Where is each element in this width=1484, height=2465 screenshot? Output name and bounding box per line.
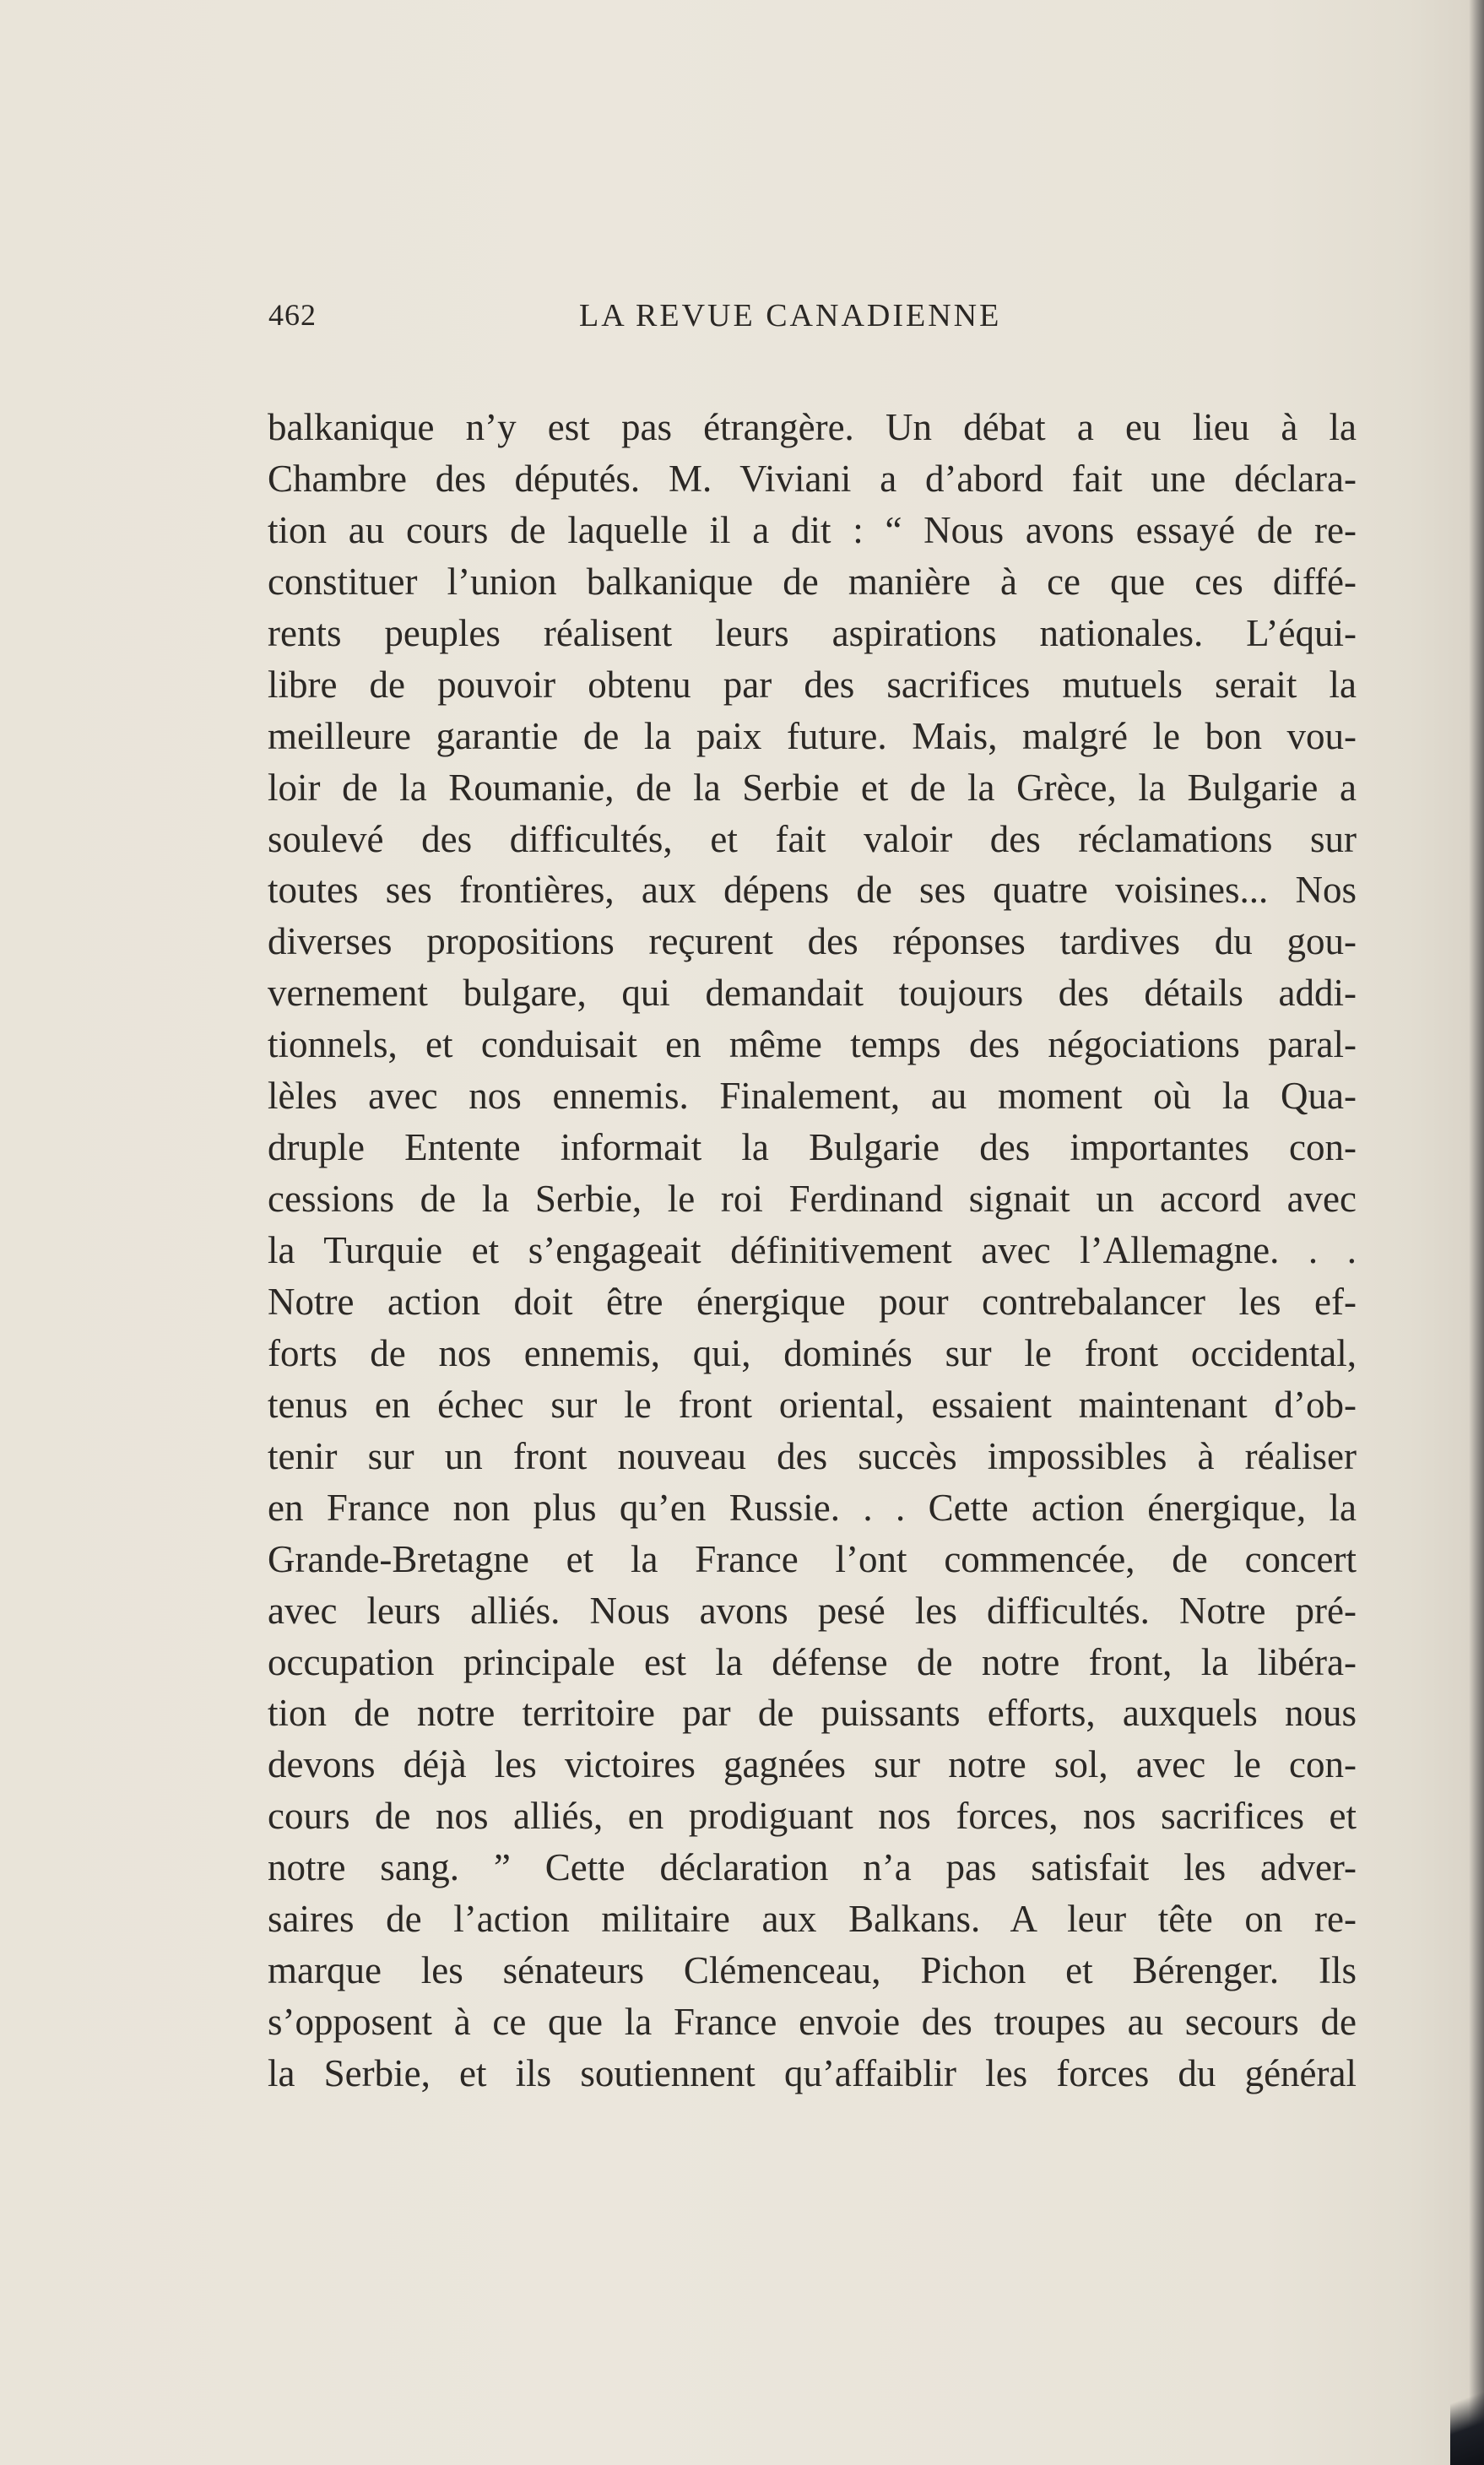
text-line: soulevé des difficultés, et fait valoir des réclamations sur (268, 817, 1357, 860)
text-line: Notre action doit être énergique pour contrebalancer les ef- (268, 1280, 1357, 1323)
page-header (268, 297, 1353, 339)
text-line: vernement bulgare, qui demandait toujours des détails addi- (268, 972, 1357, 1015)
text-line: occupation principale est la défense de notre front, la libéra- (268, 1640, 1357, 1683)
text-line: constituer l’union balkanique de manière à ce que ces diffé- (268, 560, 1357, 603)
text-line: devons déjà les victoires gagnées sur notre sol, avec le con- (268, 1743, 1357, 1786)
text-line: tenir sur un front nouveau des succès impossibles à réaliser (268, 1434, 1357, 1477)
text-line: cessions de la Serbie, le roi Ferdinand signait un accord avec (268, 1178, 1357, 1221)
body-paragraph (268, 402, 1357, 2099)
text-line: diverses propositions reçurent des réponses tardives du gou- (268, 920, 1357, 963)
text-line: tion au cours de laquelle il a dit : “ Nous avons essayé de re- (268, 508, 1357, 551)
text-line: tion de notre territoire par de puissants efforts, auxquels nous (268, 1692, 1357, 1735)
text-line: la Turquie et s’engageait définitivement avec l’Allemagne. . . (268, 1229, 1357, 1271)
text-line: en France non plus qu’en Russie. . . Cette action énergique, la (268, 1486, 1357, 1529)
book-edge-shadow (1469, 0, 1484, 2465)
text-line: marque les sénateurs Clémenceau, Pichon et Bérenger. Ils (268, 1949, 1357, 1992)
text-line: cours de nos alliés, en prodiguant nos forces, nos sacrifices et (268, 1795, 1357, 1838)
text-line: tionnels, et conduisait en même temps des négociations paral- (268, 1023, 1357, 1066)
text-line: loir de la Roumanie, de la Serbie et de la Grèce, la Bulgarie a (268, 766, 1357, 809)
text-line: s’opposent à ce que la France envoie des troupes au secours de (268, 2001, 1357, 2044)
running-head: LA REVUE CANADIENNE (579, 298, 1002, 333)
text-line: toutes ses frontières, aux dépens de ses quatre voisines... Nos (268, 869, 1357, 912)
text-line: notre sang. ” Cette déclaration n’a pas satisfait les adver- (268, 1846, 1357, 1889)
text-line: tenus en échec sur le front oriental, essaient maintenant d’ob- (268, 1383, 1357, 1426)
page-number: 462 (268, 298, 317, 332)
text-line: lèles avec nos ennemis. Finalement, au moment où la Qua- (268, 1075, 1357, 1118)
text-line: Grande-Bretagne et la France l’ont commencée, de concert (268, 1537, 1357, 1580)
text-line: Chambre des députés. M. Viviani a d’abord fait une déclara- (268, 457, 1357, 500)
text-line: forts de nos ennemis, qui, dominés sur le front occidental, (268, 1331, 1357, 1374)
text-line: avec leurs alliés. Nous avons pesé les difficultés. Notre pré- (268, 1589, 1357, 1632)
text-line: la Serbie, et ils soutiennent qu’affaiblir les forces du général (268, 2052, 1357, 2094)
book-corner (1450, 2372, 1484, 2465)
text-line: druple Entente informait la Bulgarie des importantes con- (268, 1126, 1357, 1169)
text-line: meilleure garantie de la paix future. Mais, malgré le bon vou- (268, 714, 1357, 757)
text-line: saires de l’action militaire aux Balkans. A leur tête on re- (268, 1898, 1357, 1941)
text-line: libre de pouvoir obtenu par des sacrifices mutuels serait la (268, 663, 1357, 706)
text-line: balkanique n’y est pas étrangère. Un débat a eu lieu à la (268, 406, 1357, 448)
text-line: rents peuples réalisent leurs aspirations nationales. L’équi- (268, 611, 1357, 654)
